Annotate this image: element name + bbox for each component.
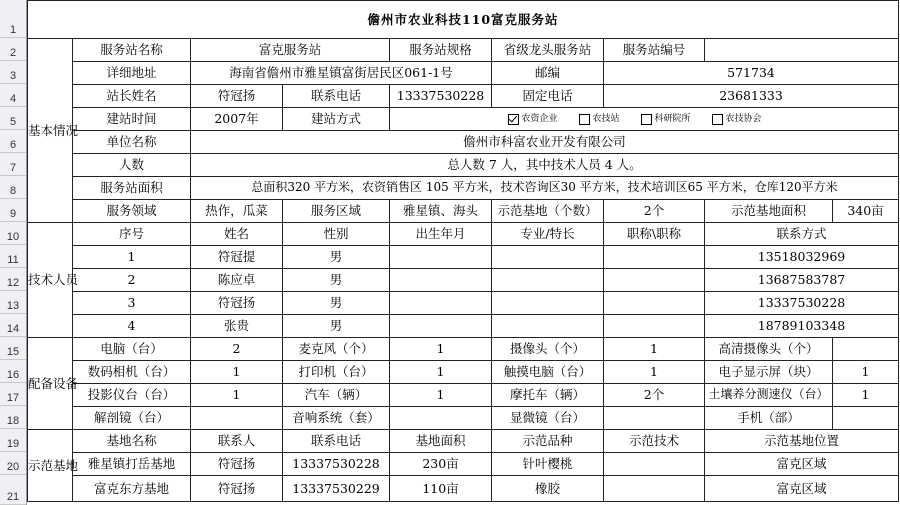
column-header[interactable]: 联系人 [191,430,283,453]
cell[interactable] [604,453,705,476]
row-number[interactable]: 16 [0,360,26,383]
cell-label[interactable]: 站长姓名 [73,85,191,108]
cell[interactable] [492,315,604,338]
cell-label[interactable]: 电脑（台） [73,338,191,361]
sheet-title[interactable]: 儋州市农业科技110富克服务站 [28,1,899,39]
cell-value[interactable] [833,407,899,430]
column-header[interactable]: 职称\职称 [604,223,705,246]
cell-label[interactable]: 手机（部） [705,407,833,430]
table-row [28,246,899,269]
cell[interactable]: 13518032969 [705,246,899,269]
cell[interactable]: 13687583787 [705,269,899,292]
cell[interactable] [604,315,705,338]
row-number[interactable]: 15 [0,337,26,360]
cell-value[interactable] [390,407,492,430]
cell-label[interactable]: 汽车（辆） [283,384,390,407]
cell[interactable]: 雅星镇打岳基地 [73,453,191,476]
cell-value[interactable]: 雅星镇、海头 [390,200,492,223]
cell-label[interactable]: 服务站规格 [390,39,492,62]
cell-label[interactable]: 摩托车（辆） [492,384,604,407]
cell[interactable]: 2 [73,269,191,292]
cell[interactable] [604,246,705,269]
cell-label[interactable]: 服务站名称 [73,39,191,62]
row-number[interactable]: 7 [0,153,26,176]
row-number[interactable]: 13 [0,291,26,314]
cell-value[interactable]: 23681333 [604,85,899,108]
checkbox-label: 农技协会 [725,113,762,124]
cell-value[interactable]: 热作，瓜菜 [191,200,283,223]
cell-value[interactable]: 1 [390,384,492,407]
build-mode-options [390,108,899,131]
row-number[interactable]: 18 [0,406,26,429]
column-header[interactable]: 出生年月 [390,223,492,246]
cell-label[interactable]: 示范基地（个数） [492,200,604,223]
cell[interactable] [390,246,492,269]
cell-value[interactable] [833,338,899,361]
checkbox-label: 科研院所 [654,113,691,124]
cell[interactable]: 110亩 [390,476,492,502]
cell-label[interactable]: 人数 [73,154,191,177]
cell-label[interactable]: 电子显示屏（块） [705,361,833,384]
cell-label[interactable]: 音响系统（套） [283,407,390,430]
row-number[interactable]: 11 [0,245,26,268]
table-row [28,476,899,502]
column-header[interactable]: 姓名 [191,223,283,246]
row-number[interactable]: 10 [0,222,26,245]
cell[interactable]: 3 [73,292,191,315]
table-row [28,384,899,407]
cell-value[interactable]: 1 [604,361,705,384]
cell-value[interactable]: 1 [191,384,283,407]
table-row [28,361,899,384]
cell[interactable]: 男 [283,246,390,269]
cell[interactable]: 男 [283,269,390,292]
cell[interactable] [492,246,604,269]
cell[interactable] [390,269,492,292]
row-number[interactable]: 12 [0,268,26,291]
cell-value[interactable] [604,407,705,430]
cell[interactable] [390,315,492,338]
cell-label[interactable]: 服务站面积 [73,177,191,200]
cell-value[interactable]: 13337530228 [390,85,492,108]
table-row [28,453,899,476]
cell[interactable]: 符冠提 [191,246,283,269]
cell-label[interactable]: 联系电话 [283,85,390,108]
table-row [28,269,899,292]
cell-value[interactable]: 1 [390,361,492,384]
cell-label[interactable]: 示范基地面积 [705,200,833,223]
cell[interactable] [492,292,604,315]
checkbox-label: 农技站 [592,113,620,124]
cell[interactable]: 符冠扬 [191,453,283,476]
cell[interactable]: 男 [283,315,390,338]
cell-value[interactable]: 2个 [604,384,705,407]
cell-value[interactable]: 2个 [604,200,705,223]
column-header[interactable]: 示范技术 [604,430,705,453]
table-row [28,292,899,315]
cell-label[interactable]: 解剖镜（台） [73,407,191,430]
row-number[interactable]: 5 [0,107,26,130]
cell-label[interactable]: 显微镜（台） [492,407,604,430]
station-info-table [27,0,899,502]
cell-value[interactable]: 571734 [604,62,899,85]
cell[interactable]: 1 [73,246,191,269]
cell-label[interactable]: 投影仪台（台） [73,384,191,407]
cell-label[interactable]: 建站时间 [73,108,191,131]
cell-label[interactable]: 固定电话 [492,85,604,108]
cell-value[interactable]: 2 [191,338,283,361]
row-number[interactable]: 20 [0,452,26,475]
cell-label[interactable]: 麦克风（个） [283,338,390,361]
cell[interactable] [492,269,604,292]
cell-value[interactable]: 1 [604,338,705,361]
cell-label[interactable]: 土壤养分测速仪（台） [705,384,833,407]
checkbox-research-institute[interactable] [641,114,652,125]
row-number[interactable]: 6 [0,130,26,153]
cell-label[interactable]: 邮编 [492,62,604,85]
cell[interactable]: 18789103348 [705,315,899,338]
cell-label[interactable]: 服务领域 [73,200,191,223]
cell[interactable]: 富克东方基地 [73,476,191,502]
row-number[interactable]: 4 [0,84,26,107]
row-number[interactable]: 2 [0,38,26,61]
column-header[interactable]: 序号 [73,223,191,246]
checkbox-agri-tech-station[interactable] [579,114,590,125]
cell-label[interactable]: 高清摄像头（个） [705,338,833,361]
checkbox-label: 农资企业 [521,113,558,124]
cell[interactable]: 针叶樱桃 [492,453,604,476]
cell-value[interactable]: 1 [833,361,899,384]
checkbox-agri-enterprise[interactable] [508,114,519,125]
cell[interactable]: 230亩 [390,453,492,476]
cell-label[interactable]: 服务站编号 [604,39,705,62]
cell[interactable]: 13337530228 [705,292,899,315]
cell-label[interactable]: 建站方式 [283,108,390,131]
cell[interactable]: 陈应卓 [191,269,283,292]
row-number-column [0,0,27,505]
cell[interactable]: 男 [283,292,390,315]
column-header[interactable]: 基地名称 [73,430,191,453]
column-header[interactable]: 示范品种 [492,430,604,453]
cell[interactable]: 4 [73,315,191,338]
section-label-equip[interactable]: 配备设备 [28,338,73,430]
column-header[interactable]: 专业/特长 [492,223,604,246]
cell[interactable]: 13337530229 [283,476,390,502]
row-number[interactable]: 17 [0,383,26,406]
column-header[interactable]: 性别 [283,223,390,246]
cell-value[interactable]: 符冠扬 [191,85,283,108]
cell-label[interactable]: 摄像头（个） [492,338,604,361]
cell-value[interactable] [191,407,283,430]
cell-value[interactable]: 海南省儋州市雅星镇富街居民区061-1号 [191,62,492,85]
cell[interactable] [604,269,705,292]
column-header[interactable]: 联系方式 [705,223,899,246]
column-header[interactable]: 基地面积 [390,430,492,453]
cell-value[interactable] [705,39,899,62]
cell-label[interactable]: 数码相机（台） [73,361,191,384]
cell[interactable]: 富克区域 [705,453,899,476]
cell[interactable] [604,476,705,502]
cell[interactable]: 富克区域 [705,476,899,502]
row-number[interactable]: 3 [0,61,26,84]
section-label-demo[interactable]: 示范基地 [28,430,73,502]
cell-value[interactable]: 1 [191,361,283,384]
column-header[interactable]: 联系电话 [283,430,390,453]
section-label-basic[interactable]: 基本情况 [28,39,73,223]
table-row [28,315,899,338]
cell-label[interactable]: 打印机（台） [283,361,390,384]
cell-value[interactable]: 省级龙头服务站 [492,39,604,62]
table-row [28,338,899,361]
row-number[interactable]: 21 [0,475,26,505]
row-number[interactable]: 14 [0,314,26,337]
cell-value[interactable]: 总面积320 平方米，农资销售区 105 平方米，技术咨询区30 平方米，技术培训区65 平方米，仓库120平方米 [191,177,899,200]
cell-label[interactable]: 触摸电脑（台） [492,361,604,384]
cell-label[interactable]: 服务区域 [283,200,390,223]
cell-value[interactable]: 1 [833,384,899,407]
cell-label[interactable]: 单位名称 [73,131,191,154]
section-label-tech[interactable]: 技术人员 [28,223,73,338]
cell-value[interactable]: 2007年 [191,108,283,131]
checkbox-agri-tech-association[interactable] [712,114,723,125]
cell-value[interactable]: 总人数 7 人，其中技术人员 4 人。 [191,154,899,177]
cell-label[interactable]: 详细地址 [73,62,191,85]
row-number[interactable]: 8 [0,176,26,199]
cell-value[interactable]: 1 [390,338,492,361]
row-number[interactable]: 9 [0,199,26,222]
table-row [28,407,899,430]
cell[interactable]: 张贵 [191,315,283,338]
cell-value[interactable]: 儋州市科富农业开发有限公司 [191,131,899,154]
cell-value[interactable]: 富克服务站 [191,39,390,62]
cell[interactable] [604,292,705,315]
cell-value[interactable]: 340亩 [833,200,899,223]
row-number[interactable]: 19 [0,429,26,452]
cell[interactable] [390,292,492,315]
row-number[interactable]: 1 [0,0,26,38]
cell[interactable]: 橡胶 [492,476,604,502]
column-header[interactable]: 示范基地位置 [705,430,899,453]
cell[interactable]: 13337530228 [283,453,390,476]
cell[interactable]: 符冠扬 [191,476,283,502]
cell[interactable]: 符冠扬 [191,292,283,315]
